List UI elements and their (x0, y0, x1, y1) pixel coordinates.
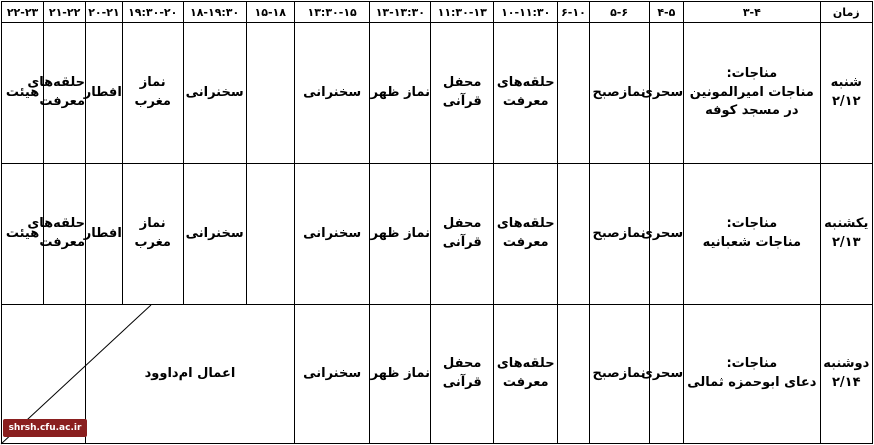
munajat-line: در مسجد کوفه (705, 103, 799, 119)
eftar-cell: افطار (86, 23, 123, 164)
header-cell: ۲۰-۲۱ (86, 2, 123, 23)
sokhanrani-cell: سخنرانی (294, 164, 370, 305)
empty-cell (246, 23, 294, 164)
day-name: دوشنبه (823, 356, 870, 372)
namaz-maghreb-cell (122, 164, 183, 305)
mahfel-cell (431, 305, 494, 444)
mahfel-cell (431, 164, 494, 305)
cell-line: محفل (443, 356, 482, 372)
cell-line: قرآنی (442, 235, 482, 250)
day-date: ۲/۱۲ (831, 94, 861, 109)
munajat-title: مناجات: (726, 65, 778, 81)
header-cell: ۱۳:۳۰-۱۵ (294, 2, 370, 23)
cell-line: محفل (443, 75, 482, 91)
table-row (2, 164, 873, 305)
header-cell: ۲۲-۲۳ (2, 2, 44, 23)
cell-line: معرفت (39, 94, 86, 109)
header-cell: ۱۹:۳۰-۲۰ (122, 2, 183, 23)
mahfel-cell (431, 23, 494, 164)
cell-line: نماز (139, 75, 166, 91)
namaz-zohr-cell: نماز ظهر (370, 305, 431, 444)
sokhanrani-cell: سخنرانی (183, 164, 246, 305)
cell-line: نماز (139, 216, 166, 232)
header-cell: ۵-۶ (589, 2, 649, 23)
cell-line: قرآنی (442, 375, 482, 390)
header-cell: ۴-۵ (649, 2, 684, 23)
day-name: یکشنبه (824, 216, 869, 232)
munajat-title: مناجات: (726, 216, 778, 232)
halaqe-cell (494, 23, 558, 164)
empty-cell (558, 164, 589, 305)
empty-cell (246, 164, 294, 305)
sokhanrani-cell: سخنرانی (183, 23, 246, 164)
munajat-line: دعای ابوحمزه ثمالی (687, 375, 817, 390)
eftar-cell: افطار (86, 164, 123, 305)
cell-line: معرفت (39, 235, 86, 250)
day-cell (820, 23, 872, 164)
cell-line: معرفت (502, 94, 549, 109)
day-cell (820, 164, 872, 305)
cell-line: حلقه‌های (496, 216, 555, 232)
day-date: ۲/۱۳ (831, 235, 861, 250)
heyat-cell: هیئت (2, 23, 44, 164)
cell-line: محفل (443, 216, 482, 232)
namaz-maghreb-cell (122, 23, 183, 164)
header-cell: ۶-۱۰ (558, 2, 589, 23)
munajat-cell (684, 164, 820, 305)
header-row (2, 2, 873, 23)
day-cell (820, 305, 872, 444)
munajat-line: مناجات شعبانیه (702, 235, 802, 250)
header-cell: ۲۱-۲۲ (44, 2, 86, 23)
empty-cell (558, 23, 589, 164)
cell-line: معرفت (502, 235, 549, 250)
halaqe-cell (494, 164, 558, 305)
empty-cell (558, 305, 589, 444)
amal-cell: اعمال ام‌داوود (86, 305, 295, 444)
header-cell: ۱۰-۱۱:۳۰ (494, 2, 558, 23)
cell-line: معرفت (502, 375, 549, 390)
munajat-cell (684, 23, 820, 164)
halaqe-small-cell (27, 23, 86, 164)
sokhanrani-cell: سخنرانی (294, 23, 370, 164)
header-cell: ۳-۴ (684, 2, 820, 23)
heyat-cell: هیئت (2, 164, 44, 305)
header-cell: ۱۱:۳۰-۱۳ (431, 2, 494, 23)
table-row (2, 23, 873, 164)
sahari-cell: سحری (649, 305, 684, 444)
cell-line: حلقه‌های (27, 75, 86, 91)
sahari-cell: سحری (649, 164, 684, 305)
sahari-cell: سحری (649, 23, 684, 164)
header-cell: ۱۸-۱۹:۳۰ (183, 2, 246, 23)
namaz-zohr-cell: نماز ظهر (370, 23, 431, 164)
cell-line: حلقه‌های (496, 356, 555, 372)
namaz-sobh-cell: نمازصبح (589, 164, 649, 305)
munajat-line: مناجات امیرالمونین (689, 84, 814, 100)
namaz-sobh-cell: نمازصبح (589, 305, 649, 444)
halaqe-small-cell (27, 164, 86, 305)
cell-line: قرآنی (442, 94, 482, 109)
namaz-zohr-cell: نماز ظهر (370, 164, 431, 305)
cell-line: مغرب (134, 94, 171, 109)
halaqe-cell (494, 305, 558, 444)
munajat-title: مناجات: (726, 356, 778, 372)
day-name: شنبه (830, 75, 862, 91)
sokhanrani-cell: سخنرانی (294, 305, 370, 444)
cell-line: حلقه‌های (496, 75, 555, 91)
header-cell: زمان (820, 2, 872, 23)
cell-line: حلقه‌های (27, 216, 86, 232)
watermark-logo: shrsh.cfu.ac.ir (3, 419, 87, 437)
cell-line: مغرب (134, 235, 171, 250)
day-date: ۲/۱۴ (831, 375, 861, 390)
header-cell: ۱۵-۱۸ (246, 2, 294, 23)
namaz-sobh-cell: نمازصبح (589, 23, 649, 164)
header-cell: ۱۳-۱۳:۳۰ (370, 2, 431, 23)
munajat-cell (684, 305, 820, 444)
